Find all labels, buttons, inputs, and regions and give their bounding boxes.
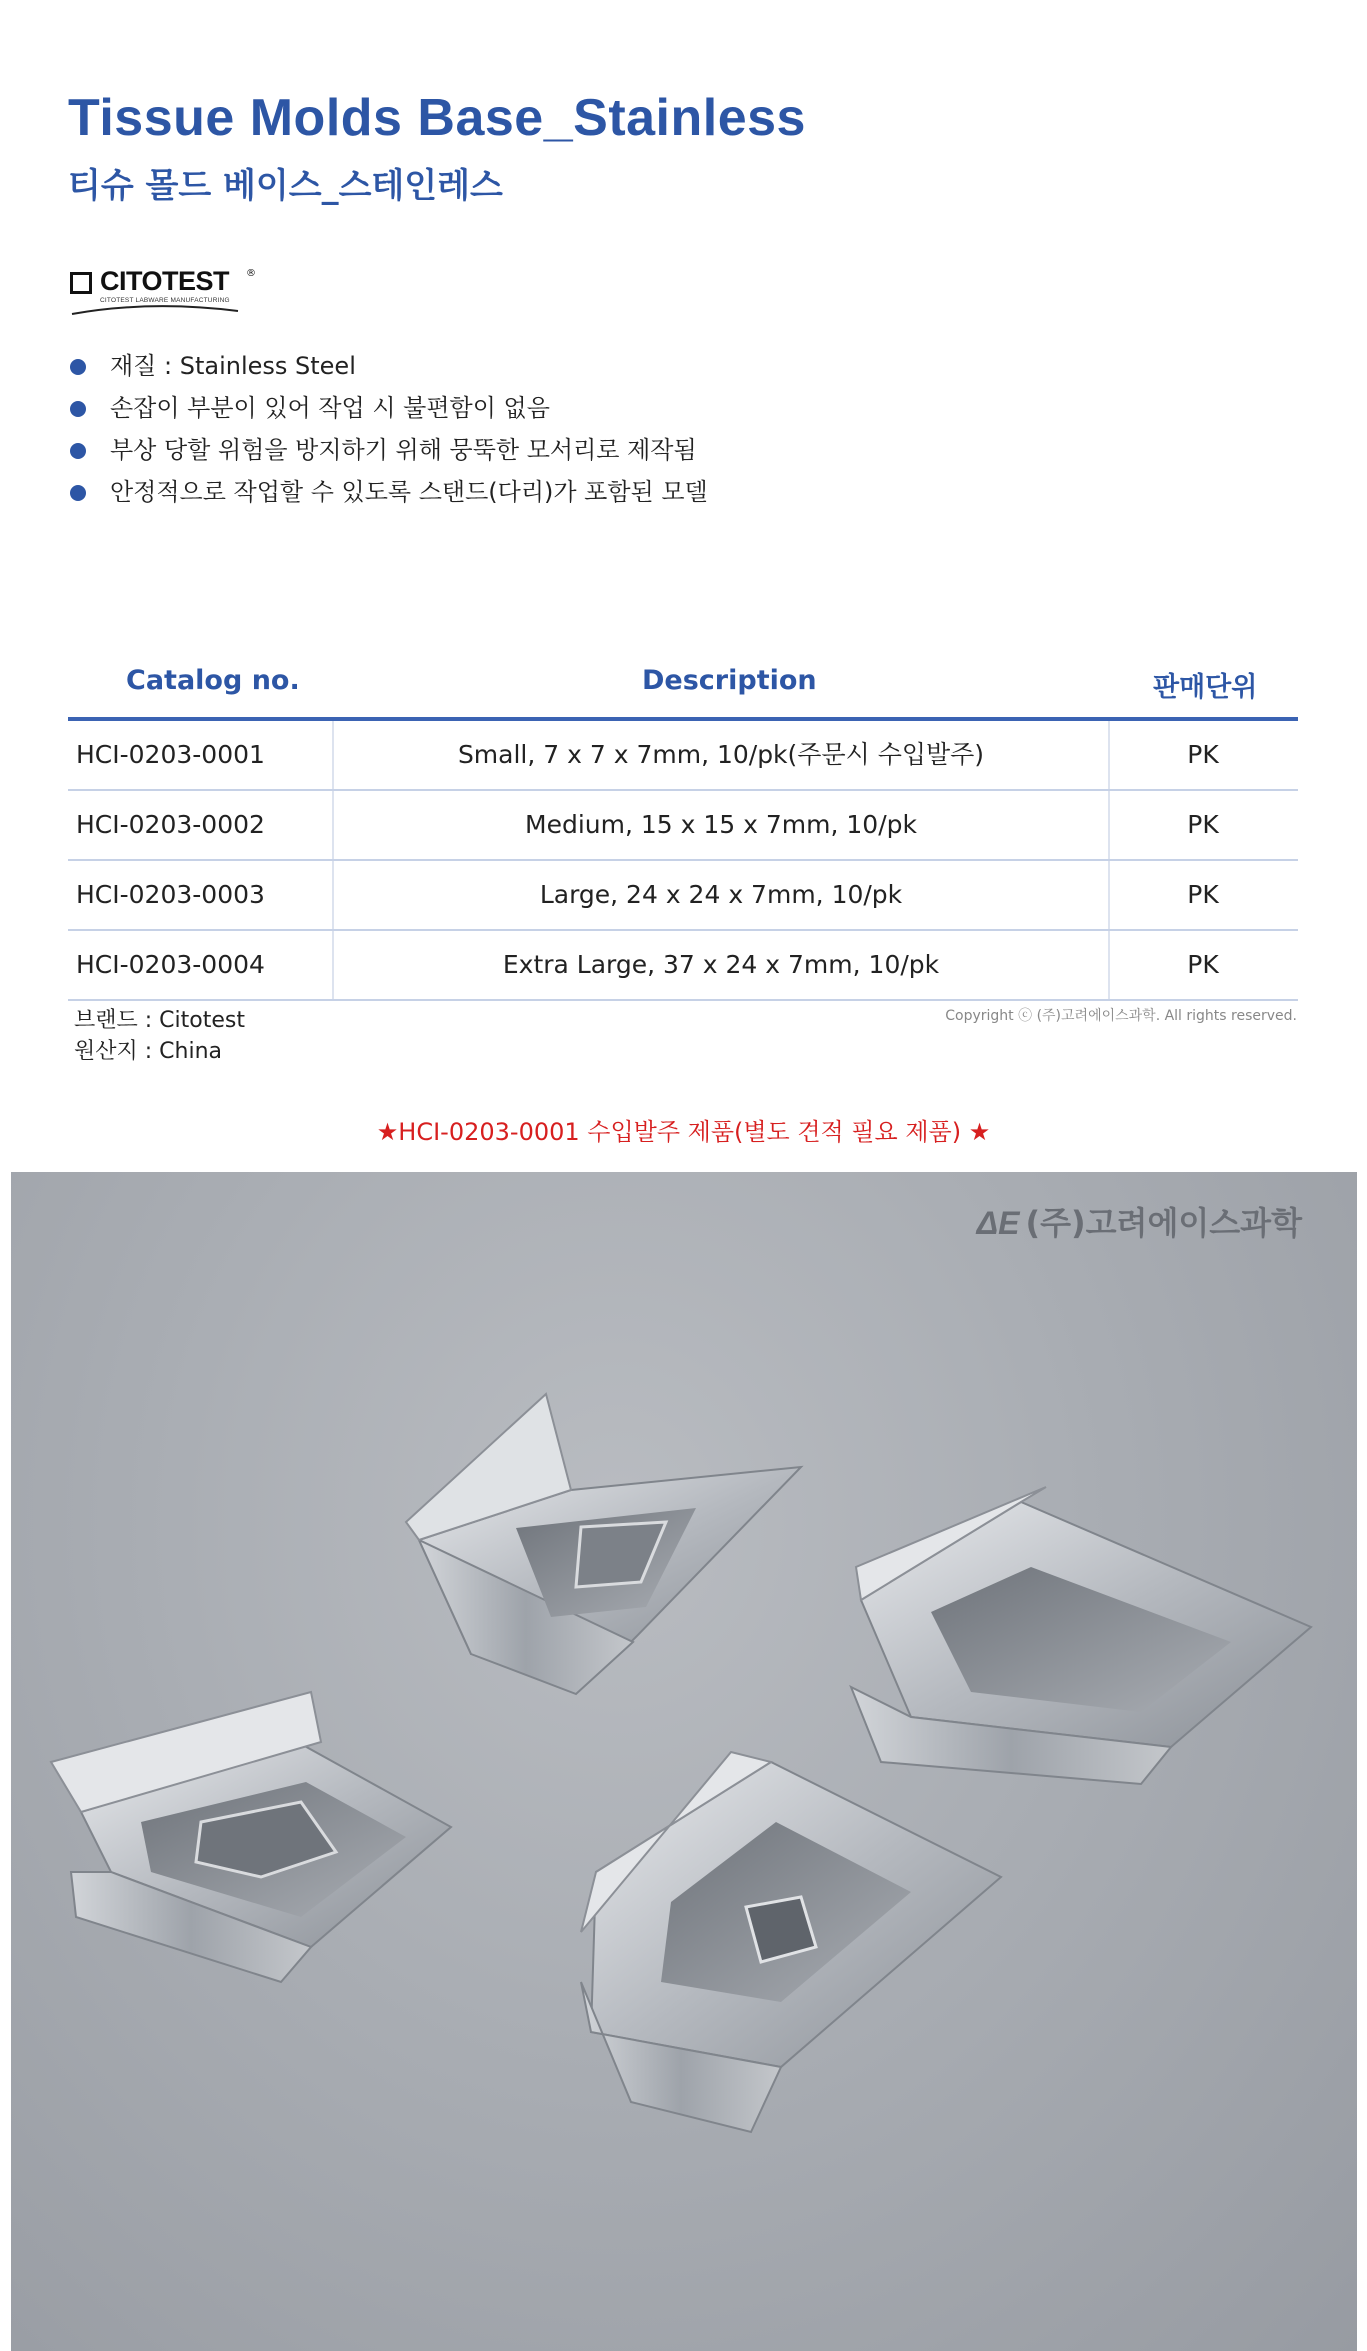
cell-description: Medium, 15 x 15 x 7mm, 10/pk	[332, 791, 1110, 859]
company-name: (주)고려에이스과학	[1025, 1204, 1302, 1242]
cell-unit: PK	[1187, 950, 1219, 979]
origin-text: 원산지 : China	[74, 1039, 222, 1064]
product-title-en: Tissue Molds Base_Stainless	[68, 89, 806, 147]
header-catalog: Catalog no.	[126, 665, 300, 696]
table-row	[68, 721, 1298, 791]
table-row	[68, 861, 1298, 931]
tissue-molds-illustration	[11, 1172, 1357, 2351]
bullet-icon	[70, 443, 86, 459]
import-notice: ★HCI-0203-0001 수입발주 제품(별도 견적 필요 제품) ★	[376, 1118, 991, 1146]
cell-unit: PK	[1187, 810, 1219, 839]
product-title-ko: 티슈 몰드 베이스_스테인레스	[68, 166, 503, 206]
mold-small	[406, 1394, 801, 1694]
mold-extra-large	[581, 1752, 1001, 2132]
feature-item: 부상 당할 위험을 방지하기 위해 뭉뚝한 모서리로 제작됨	[70, 429, 708, 471]
logo-square-icon	[70, 272, 92, 294]
mold-large	[51, 1692, 451, 1982]
product-photo	[11, 1172, 1357, 2351]
cell-unit: PK	[1187, 880, 1219, 909]
feature-item: 안정적으로 작업할 수 있도록 스탠드(다리)가 포함된 모델	[70, 471, 708, 513]
header-description: Description	[642, 665, 817, 696]
bullet-icon	[70, 359, 86, 375]
catalog-table	[68, 655, 1298, 1001]
mold-medium	[851, 1487, 1311, 1784]
cell-catalog: HCI-0203-0003	[76, 880, 265, 909]
bullet-icon	[70, 401, 86, 417]
company-logo-icon: ΔE	[976, 1205, 1020, 1241]
logo-name: CITOTEST	[100, 266, 230, 296]
product-meta	[74, 1005, 245, 1067]
copyright-text: Copyright ⓒ (주)고려에이스과학. All rights reserved.	[945, 1008, 1297, 1024]
cell-description: Large, 24 x 24 x 7mm, 10/pk	[332, 861, 1110, 929]
cell-catalog: HCI-0203-0002	[76, 810, 265, 839]
cell-description: Extra Large, 37 x 24 x 7mm, 10/pk	[332, 931, 1110, 999]
brand-text: 브랜드 : Citotest	[74, 1008, 245, 1033]
bullet-icon	[70, 485, 86, 501]
table-row	[68, 931, 1298, 1001]
cell-unit: PK	[1187, 740, 1219, 769]
logo-swoosh-icon	[70, 302, 250, 318]
table-header	[68, 655, 1298, 721]
cell-catalog: HCI-0203-0001	[76, 740, 265, 769]
logo-tagline: CITOTEST LABWARE MANUFACTURING	[100, 297, 230, 304]
table-row	[68, 791, 1298, 861]
feature-item: 재질 : Stainless Steel	[70, 345, 708, 387]
citotest-logo	[70, 268, 260, 328]
header-unit: 판매단위	[1153, 672, 1258, 703]
logo-registered-mark: ®	[246, 268, 256, 279]
feature-list	[70, 345, 708, 513]
cell-catalog: HCI-0203-0004	[76, 950, 265, 979]
cell-description: Small, 7 x 7 x 7mm, 10/pk(주문시 수입발주)	[332, 721, 1110, 789]
feature-item: 손잡이 부분이 있어 작업 시 불편함이 없음	[70, 387, 708, 429]
